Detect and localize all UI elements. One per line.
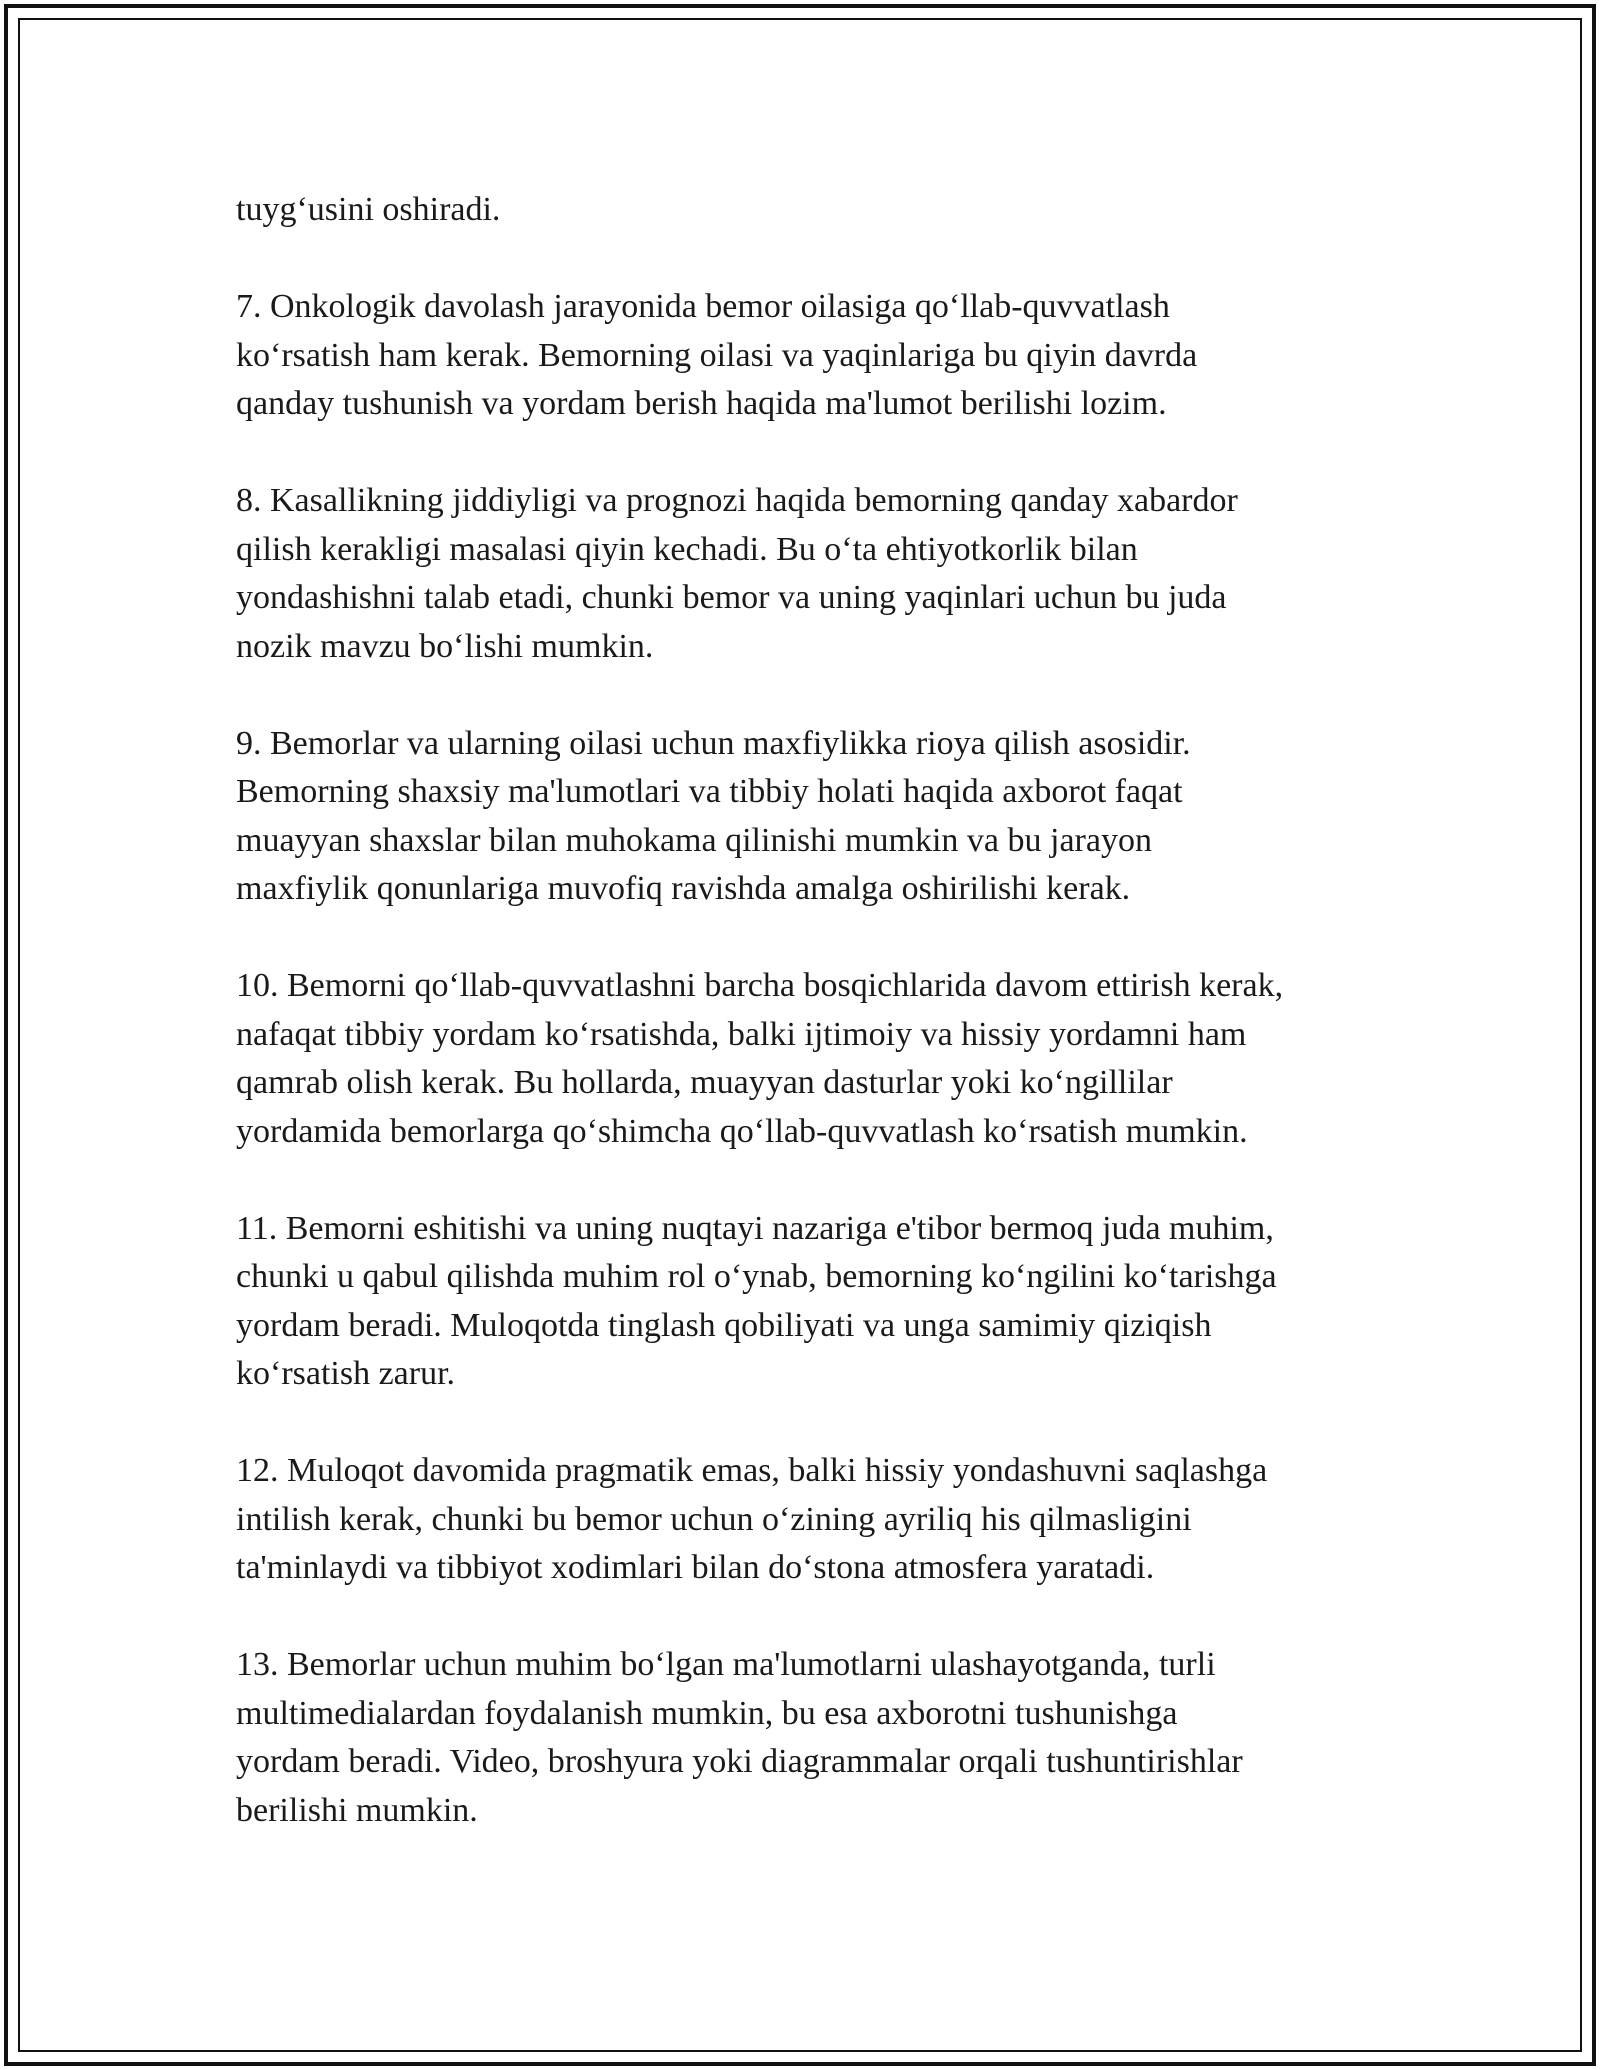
text-line: yordamida bemorlarga qo‘shimcha qo‘llab-quvvatlash ko‘rsatish mumkin.: [236, 1112, 1248, 1150]
text-line: muayyan shaxslar bilan muhokama qilinishi mumkin va bu jarayon: [236, 821, 1152, 859]
text-line: berilishi mumkin.: [236, 1791, 478, 1829]
text-line: 9. Bemorlar va ularning oilasi uchun maxfiylikka rioya qilish asosidir.: [236, 724, 1191, 762]
text-line: 11. Bemorni eshitishi va uning nuqtayi nazariga e'tibor bermoq juda muhim,: [236, 1209, 1274, 1247]
text-line: yordam beradi. Muloqotda tinglash qobiliyati va unga samimiy qiziqish: [236, 1306, 1212, 1344]
text-line: chunki u qabul qilishda muhim rol o‘ynab, bemorning ko‘ngilini ko‘tarishga: [236, 1258, 1277, 1295]
text-line: tuyg‘usini oshiradi.: [236, 191, 501, 228]
text-line: ta'minlaydi va tibbiyot xodimlari bilan do‘stona atmosfera yaratadi.: [236, 1549, 1155, 1586]
document-body: [236, 186, 1376, 1884]
paragraph-continuation: [236, 186, 1376, 235]
text-line: yordam beradi. Video, broshyura yoki diagrammalar orqali tushuntirishlar: [236, 1743, 1243, 1780]
text-line: 7. Onkologik davolash jarayonida bemor oilasiga qo‘llab-quvvatlash: [236, 288, 1170, 325]
paragraph-item-9: [236, 720, 1376, 914]
text-line: yondashishni talab etadi, chunki bemor va uning yaqinlari uchun bu juda: [236, 579, 1227, 616]
text-line: ko‘rsatish ham kerak. Bemorning oilasi va yaqinlariga bu qiyin davrda: [236, 336, 1198, 374]
text-line: Bemorning shaxsiy ma'lumotlari va tibbiy holati haqida axborot faqat: [236, 773, 1183, 810]
paragraph-item-8: [236, 477, 1376, 671]
text-line: qilish kerakligi masalasi qiyin kechadi. Bu o‘ta ehtiyotkorlik bilan: [236, 530, 1138, 568]
text-line: ko‘rsatish zarur.: [236, 1355, 456, 1392]
paragraph-item-7: [236, 283, 1376, 429]
paragraph-item-11: [236, 1205, 1376, 1399]
text-line: 10. Bemorni qo‘llab-quvvatlashni barcha bosqichlarida davom ettirish kerak,: [236, 967, 1284, 1004]
text-line: 8. Kasallikning jiddiyligi va prognozi haqida bemorning qanday xabardor: [236, 482, 1238, 519]
text-line: qanday tushunish va yordam berish haqida ma'lumot berilishi lozim.: [236, 385, 1167, 422]
paragraph-item-13: [236, 1641, 1376, 1835]
text-line: maxfiylik qonunlariga muvofiq ravishda amalga oshirilishi kerak.: [236, 870, 1131, 907]
text-line: multimedialardan foydalanish mumkin, bu esa axborotni tushunishga: [236, 1694, 1178, 1732]
paragraph-item-10: [236, 962, 1376, 1156]
text-line: 13. Bemorlar uchun muhim bo‘lgan ma'lumotlarni ulashayotganda, turli: [236, 1646, 1216, 1683]
text-line: qamrab olish kerak. Bu hollarda, muayyan dasturlar yoki ko‘ngillilar: [236, 1064, 1173, 1101]
paragraph-item-12: [236, 1447, 1376, 1593]
text-line: intilish kerak, chunki bu bemor uchun o‘zining ayriliq his qilmasligini: [236, 1500, 1192, 1538]
text-line: 12. Muloqot davomida pragmatik emas, balki hissiy yondashuvni saqlashga: [236, 1452, 1268, 1489]
text-line: nafaqat tibbiy yordam ko‘rsatishda, balki ijtimoiy va hissiy yordamni ham: [236, 1015, 1247, 1053]
text-line: nozik mavzu bo‘lishi mumkin.: [236, 627, 654, 665]
